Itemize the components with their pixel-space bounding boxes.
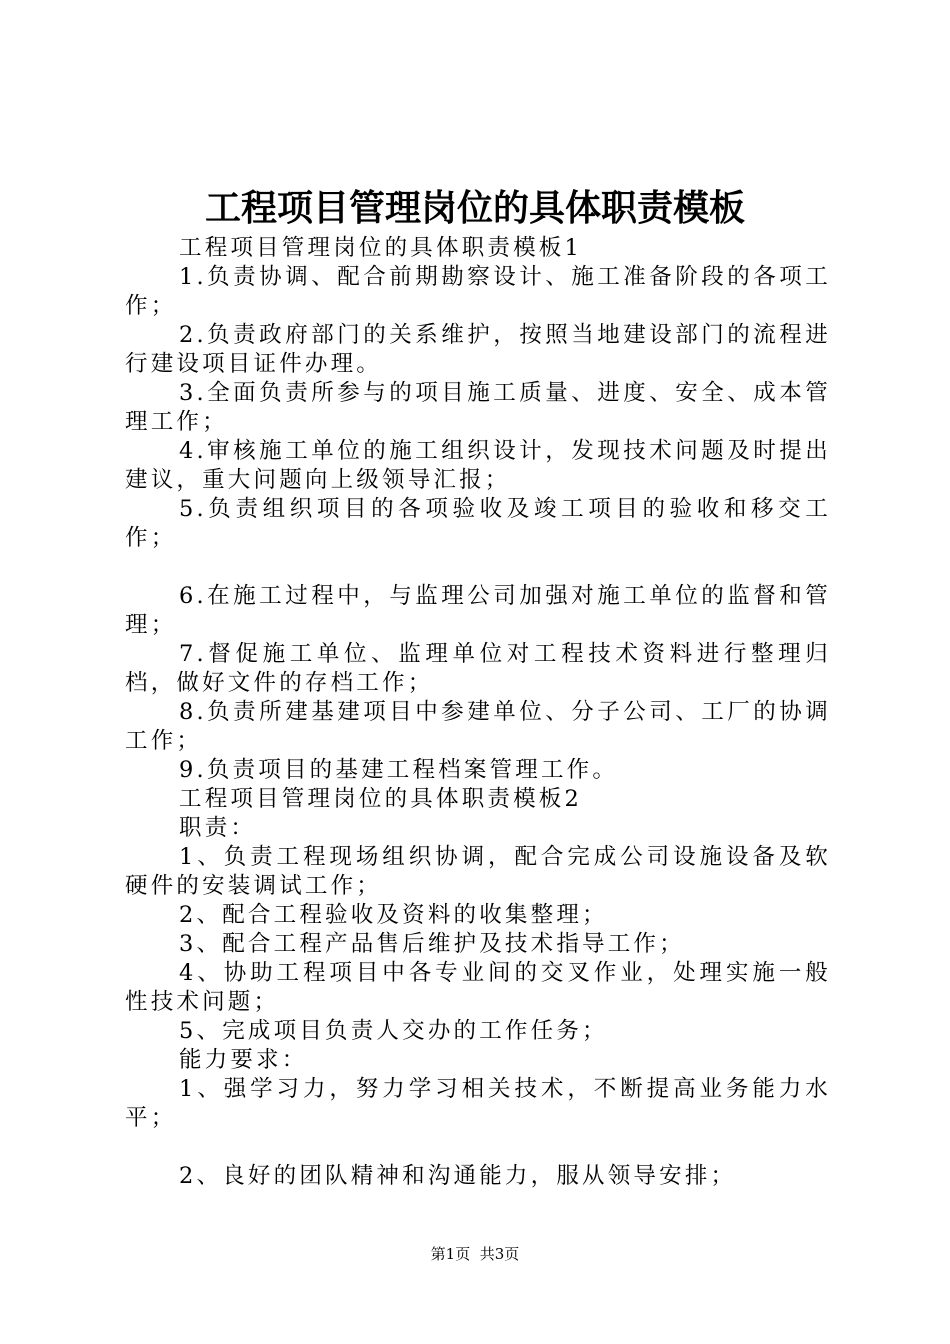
list-item: 4.审核施工单位的施工组织设计，发现技术问题及时提出建议，重大问题向上级领导汇报； <box>125 438 831 493</box>
list-item: 1.负责协调、配合前期勘察设计、施工准备阶段的各项工作； <box>125 264 831 319</box>
section-heading: 工程项目管理岗位的具体职责模板2 <box>179 786 583 812</box>
list-item: 3、配合工程产品售后维护及技术指导工作； <box>179 931 685 957</box>
subsection-heading: 职责： <box>179 815 257 841</box>
page-footer <box>0 1244 950 1264</box>
list-item: 1、负责工程现场组织协调，配合完成公司设施设备及软硬件的安装调试工作； <box>125 844 831 899</box>
list-item: 2.负责政府部门的关系维护，按照当地建设部门的流程进行建设项目证件办理。 <box>125 322 831 377</box>
list-item: 8.负责所建基建项目中参建单位、分子公司、工厂的协调工作； <box>125 699 831 754</box>
list-item: 7.督促施工单位、监理单位对工程技术资料进行整理归档，做好文件的存档工作； <box>125 641 831 696</box>
list-item: 4、协助工程项目中各专业间的交叉作业，处理实施一般性技术问题； <box>125 960 831 1015</box>
section-heading: 工程项目管理岗位的具体职责模板1 <box>179 235 583 261</box>
list-item: 5、完成项目负责人交办的工作任务； <box>179 1018 608 1044</box>
list-item: 5.负责组织项目的各项验收及竣工项目的验收和移交工作； <box>125 496 831 551</box>
list-item: 3.全面负责所参与的项目施工质量、进度、安全、成本管理工作； <box>125 380 831 435</box>
subsection-heading: 能力要求： <box>179 1047 308 1073</box>
page-total: 共3页 <box>479 1245 520 1263</box>
list-item: 6.在施工过程中，与监理公司加强对施工单位的监督和管理； <box>125 583 831 638</box>
list-item: 2、良好的团队精神和沟通能力，服从领导安排； <box>179 1163 737 1189</box>
page-number: 第1页 <box>430 1245 471 1263</box>
document-body <box>125 234 831 1191</box>
list-item: 9.负责项目的基建工程档案管理工作。 <box>179 757 619 783</box>
list-item: 1、强学习力，努力学习相关技术，不断提高业务能力水平； <box>125 1076 831 1131</box>
document-title: 工程项目管理岗位的具体职责模板 <box>204 188 745 229</box>
list-item: 2、配合工程验收及资料的收集整理； <box>179 902 608 928</box>
